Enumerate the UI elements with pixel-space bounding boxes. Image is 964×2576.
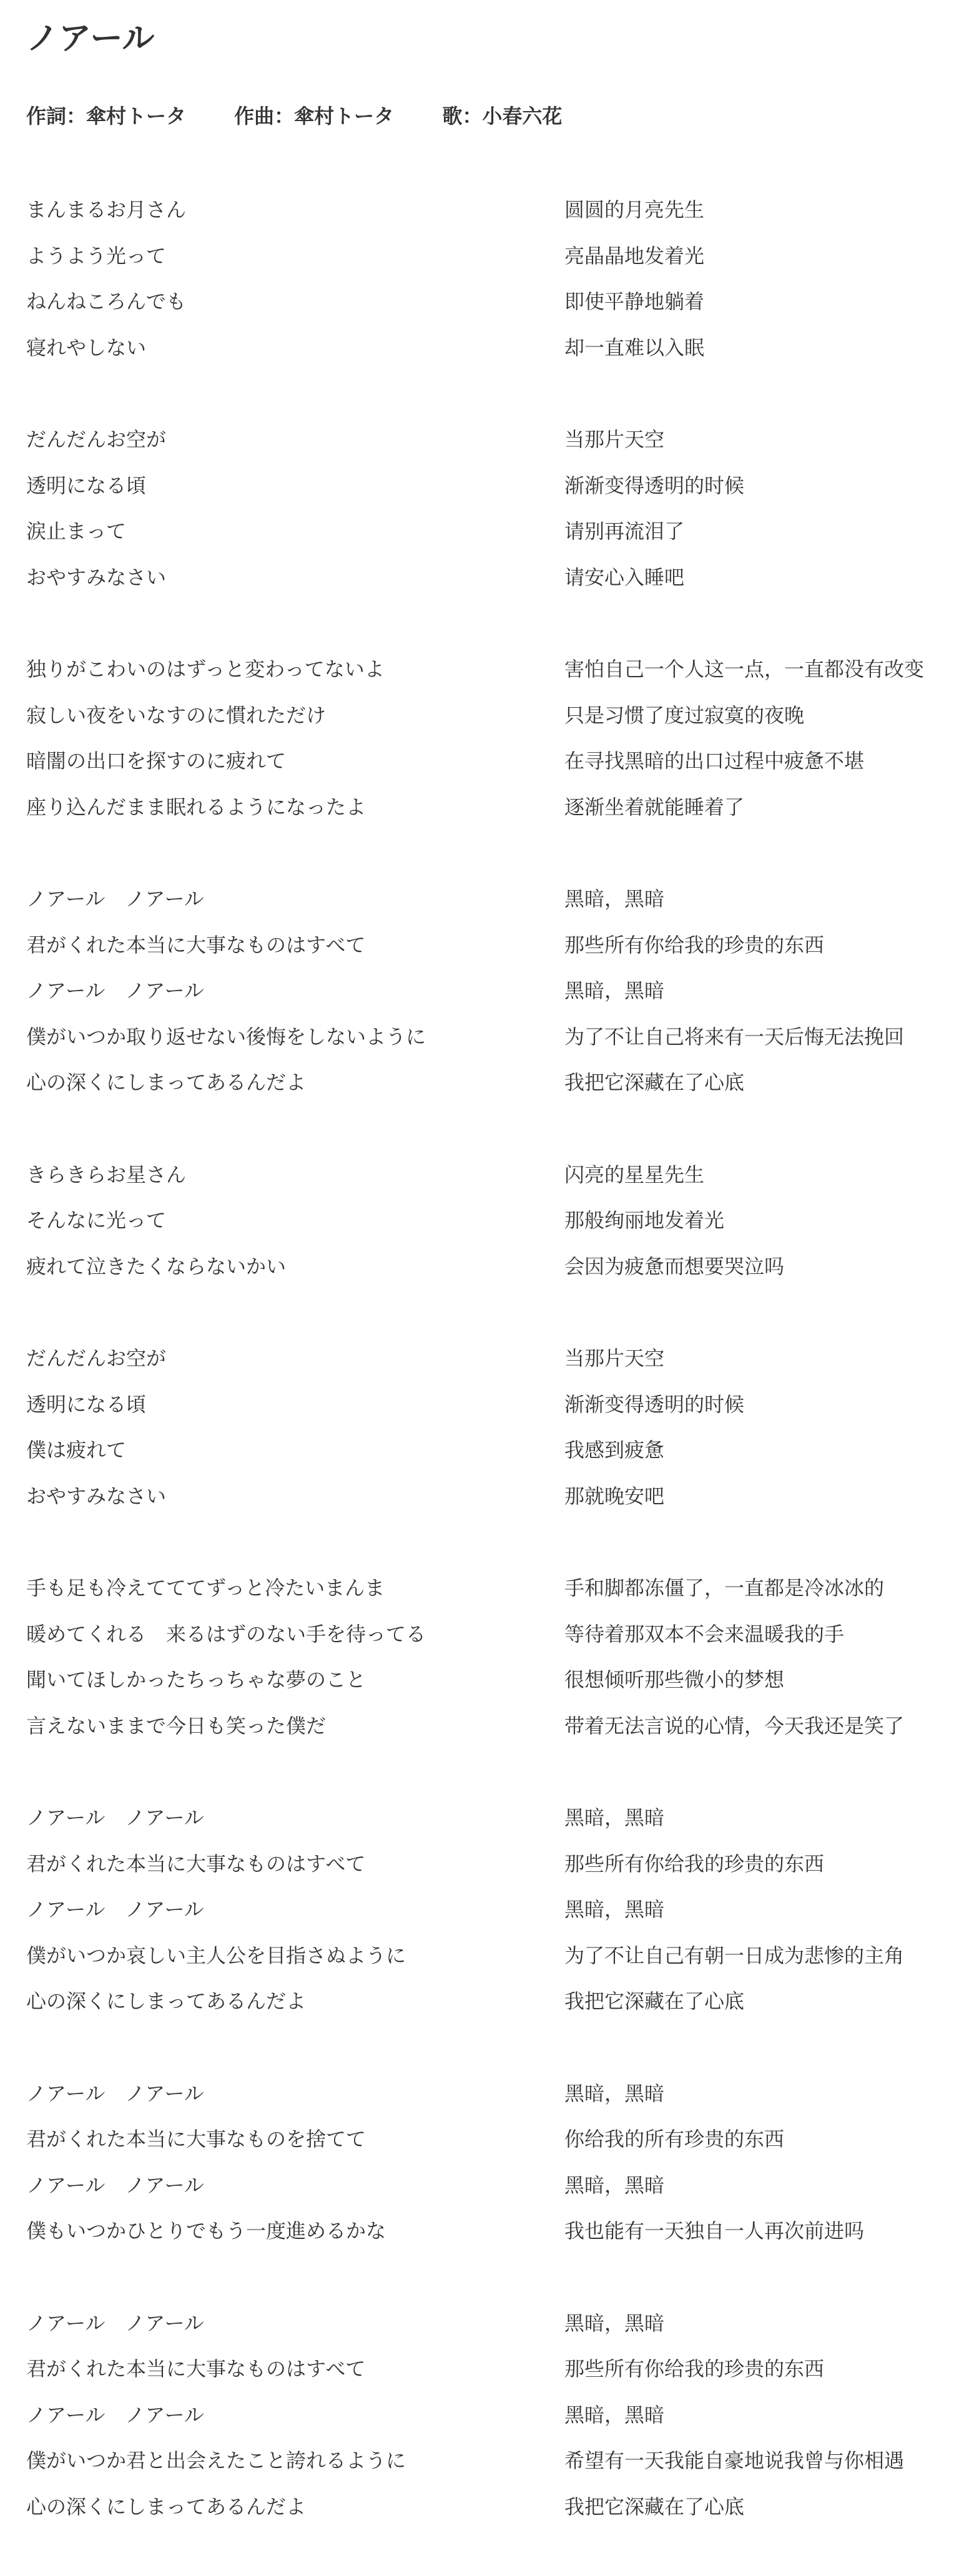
lyric-line (0, 1657, 964, 1703)
lyric-line (0, 187, 964, 233)
chinese-translation: 渐渐变得透明的时候 (564, 1392, 745, 1416)
lyrics-stanza (0, 187, 964, 371)
chinese-translation: 你给我的所有珍贵的东西 (564, 2127, 785, 2151)
lyric-line (0, 555, 964, 601)
japanese-lyric: 心の深くにしまってあるんだよ (26, 1989, 307, 2013)
chinese-translation: 我把它深藏在了心底 (564, 1070, 745, 1094)
japanese-lyric: 君がくれた本当に大事なものはすべて (26, 1851, 366, 1876)
lyric-line (0, 1933, 964, 1979)
chinese-translation: 黑暗，黑暗 (564, 2173, 665, 2197)
japanese-lyric: 聞いてほしかったちっちゃな夢のこと (26, 1668, 366, 1692)
japanese-lyric: 座り込んだまま眠れるようになったよ (26, 795, 366, 819)
japanese-lyric: 涙止まって (26, 519, 127, 543)
lyrics-stanza (0, 1152, 964, 1290)
lyric-line (0, 2117, 964, 2163)
lyric-line (0, 1703, 964, 1750)
vocalist-credit: 歌：小春六花 (442, 104, 563, 128)
japanese-lyric: ノアール ノアール (26, 2081, 204, 2105)
japanese-lyric: そんなに光って (26, 1208, 167, 1232)
chinese-translation: 只是习惯了度过寂寞的夜晚 (564, 703, 805, 727)
lyric-line (0, 1565, 964, 1612)
lyric-line (0, 647, 964, 693)
chinese-translation: 逐渐坐着就能睡着了 (564, 795, 745, 819)
japanese-lyric: 独りがこわいのはずっと変わってないよ (26, 657, 385, 681)
lyrics-stanza (0, 876, 964, 1106)
japanese-lyric: だんだんお空が (26, 1346, 167, 1370)
lyrics-stanza (0, 417, 964, 600)
japanese-lyric: ノアール ノアール (26, 2402, 204, 2427)
lyric-line (0, 1198, 964, 1244)
chinese-translation: 黑暗，黑暗 (564, 1806, 665, 1829)
lyric-line (0, 1887, 964, 1933)
japanese-lyric: まんまるお月さん (26, 198, 187, 222)
lyric-line (0, 233, 964, 280)
lyrics-body (0, 187, 964, 2576)
chinese-translation: 在寻找黑暗的出口过程中疲惫不堪 (564, 749, 865, 773)
chinese-translation: 亮晶晶地发着光 (564, 243, 705, 268)
chinese-translation: 很想倾听那些微小的梦想 (564, 1668, 785, 1692)
lyrics-stanza (0, 1795, 964, 2025)
japanese-lyric: ノアール ノアール (26, 1806, 204, 1829)
japanese-lyric: 僕がいつか取り返せない後悔をしないように (26, 1024, 426, 1049)
lyrics-stanza (0, 2071, 964, 2255)
chinese-translation: 那般绚丽地发着光 (564, 1208, 725, 1232)
chinese-translation: 那就晚安吧 (564, 1484, 665, 1508)
lyric-line (0, 1979, 964, 2025)
japanese-lyric: 言えないままで今日も笑った僕だ (26, 1713, 327, 1738)
lyric-line (0, 325, 964, 371)
japanese-lyric: ノアール ノアール (26, 887, 204, 911)
lyric-line (0, 2438, 964, 2484)
page-title: ノアール (26, 20, 155, 57)
chinese-translation: 我感到疲惫 (564, 1438, 665, 1462)
lyric-line (0, 1428, 964, 1474)
chinese-translation: 当那片天空 (564, 1346, 665, 1370)
chinese-translation: 黑暗，黑暗 (564, 887, 665, 911)
chinese-translation: 带着无法言说的心情，今天我还是笑了 (564, 1713, 905, 1738)
lyric-line (0, 1612, 964, 1658)
japanese-lyric: 心の深くにしまってあるんだよ (26, 2494, 307, 2519)
lyric-line (0, 876, 964, 923)
japanese-lyric: 君がくれた本当に大事なものを捨てて (26, 2127, 366, 2151)
lyric-line (0, 968, 964, 1014)
lyric-line (0, 1336, 964, 1382)
chinese-translation: 那些所有你给我的珍贵的东西 (564, 933, 825, 957)
lyric-line (0, 693, 964, 739)
japanese-lyric: 寝れやしない (26, 335, 147, 360)
lyrics-stanza (0, 647, 964, 830)
lyric-line (0, 1152, 964, 1198)
chinese-translation: 当那片天空 (564, 428, 665, 451)
chinese-translation: 闪亮的星星先生 (564, 1162, 705, 1187)
japanese-lyric: 僕がいつか哀しい主人公を目指さぬように (26, 1943, 406, 1967)
lyric-line (0, 1382, 964, 1428)
japanese-lyric: ノアール ノアール (26, 2173, 204, 2197)
japanese-lyric: ノアール ノアール (26, 2311, 204, 2335)
japanese-lyric: 僕もいつかひとりでもう一度進めるかな (26, 2219, 386, 2243)
japanese-lyric: だんだんお空が (26, 428, 167, 451)
lyric-line (0, 1841, 964, 1888)
lyric-line (0, 1244, 964, 1290)
lyric-line (0, 509, 964, 555)
lyric-line (0, 1795, 964, 1841)
japanese-lyric: 僕は疲れて (26, 1438, 127, 1462)
japanese-lyric: ねんねころんでも (26, 290, 187, 313)
japanese-lyric: 透明になる頃 (26, 1392, 147, 1416)
chinese-translation: 请别再流泪了 (564, 519, 685, 543)
japanese-lyric: 透明になる頃 (26, 473, 147, 497)
japanese-lyric: おやすみなさい (26, 565, 167, 589)
japanese-lyric: ノアール ノアール (26, 1898, 204, 1921)
lyric-line (0, 1474, 964, 1520)
chinese-translation: 手和脚都冻僵了，一直都是冷冰冰的 (564, 1576, 885, 1600)
japanese-lyric: 君がくれた本当に大事なものはすべて (26, 933, 366, 957)
chinese-translation: 却一直难以入眠 (564, 335, 705, 360)
japanese-lyric: きらきらお星さん (26, 1162, 187, 1187)
chinese-translation: 我也能有一天独自一人再次前进吗 (564, 2219, 865, 2243)
lyrics-stanza (0, 1565, 964, 1749)
chinese-translation: 希望有一天我能自豪地说我曾与你相遇 (564, 2449, 905, 2472)
japanese-lyric: 君がくれた本当に大事なものはすべて (26, 2357, 366, 2381)
japanese-lyric: 手も足も冷えてててずっと冷たいまんま (26, 1576, 385, 1600)
lyrics-stanza (0, 1336, 964, 1519)
lyrics-stanza (0, 2301, 964, 2530)
chinese-translation: 我把它深藏在了心底 (564, 2494, 745, 2519)
japanese-lyric: 寂しい夜をいなすのに慣れただけ (26, 703, 327, 727)
japanese-lyric: 僕がいつか君と出会えたこと誇れるように (26, 2449, 406, 2472)
lyricist-credit: 作詞：傘村トータ (26, 104, 187, 128)
chinese-translation: 那些所有你给我的珍贵的东西 (564, 1851, 825, 1876)
japanese-lyric: 暗闇の出口を探すのに疲れて (26, 749, 287, 773)
lyric-line (0, 785, 964, 831)
chinese-translation: 那些所有你给我的珍贵的东西 (564, 2357, 825, 2381)
chinese-translation: 黑暗，黑暗 (564, 1898, 665, 1921)
chinese-translation: 黑暗，黑暗 (564, 979, 665, 1002)
lyric-line (0, 1014, 964, 1060)
lyric-line (0, 463, 964, 509)
lyric-line (0, 2484, 964, 2530)
lyric-line (0, 1060, 964, 1106)
chinese-translation: 我把它深藏在了心底 (564, 1989, 745, 2013)
lyric-line (0, 2071, 964, 2117)
chinese-translation: 会因为疲惫而想要哭泣吗 (564, 1254, 785, 1278)
japanese-lyric: ようよう光って (26, 243, 167, 268)
chinese-translation: 害怕自己一个人这一点，一直都没有改变 (564, 657, 925, 681)
song-credits (26, 97, 562, 135)
chinese-translation: 黑暗，黑暗 (564, 2402, 665, 2427)
chinese-translation: 即使平静地躺着 (564, 290, 705, 313)
japanese-lyric: おやすみなさい (26, 1484, 167, 1508)
chinese-translation: 黑暗，黑暗 (564, 2081, 665, 2105)
composer-credit: 作曲：傘村トータ (234, 104, 395, 128)
lyric-line (0, 279, 964, 325)
chinese-translation: 圆圆的月亮先生 (564, 198, 705, 222)
lyric-line (0, 2208, 964, 2255)
chinese-translation: 渐渐变得透明的时候 (564, 473, 745, 497)
chinese-translation: 等待着那双本不会来温暖我的手 (564, 1622, 845, 1646)
japanese-lyric: ノアール ノアール (26, 979, 204, 1002)
lyric-line (0, 2346, 964, 2392)
japanese-lyric: 心の深くにしまってあるんだよ (26, 1070, 307, 1094)
lyric-line (0, 417, 964, 463)
chinese-translation: 黑暗，黑暗 (564, 2311, 665, 2335)
japanese-lyric: 疲れて泣きたくならないかい (26, 1254, 287, 1278)
lyric-line (0, 738, 964, 785)
lyric-line (0, 2163, 964, 2209)
chinese-translation: 请安心入睡吧 (564, 565, 685, 589)
lyric-line (0, 923, 964, 969)
lyric-line (0, 2392, 964, 2439)
chinese-translation: 为了不让自己有朝一日成为悲惨的主角 (564, 1943, 905, 1967)
lyric-line (0, 2301, 964, 2347)
japanese-lyric: 暖めてくれる 来るはずのない手を待ってる (26, 1622, 426, 1646)
chinese-translation: 为了不让自己将来有一天后悔无法挽回 (564, 1024, 905, 1049)
